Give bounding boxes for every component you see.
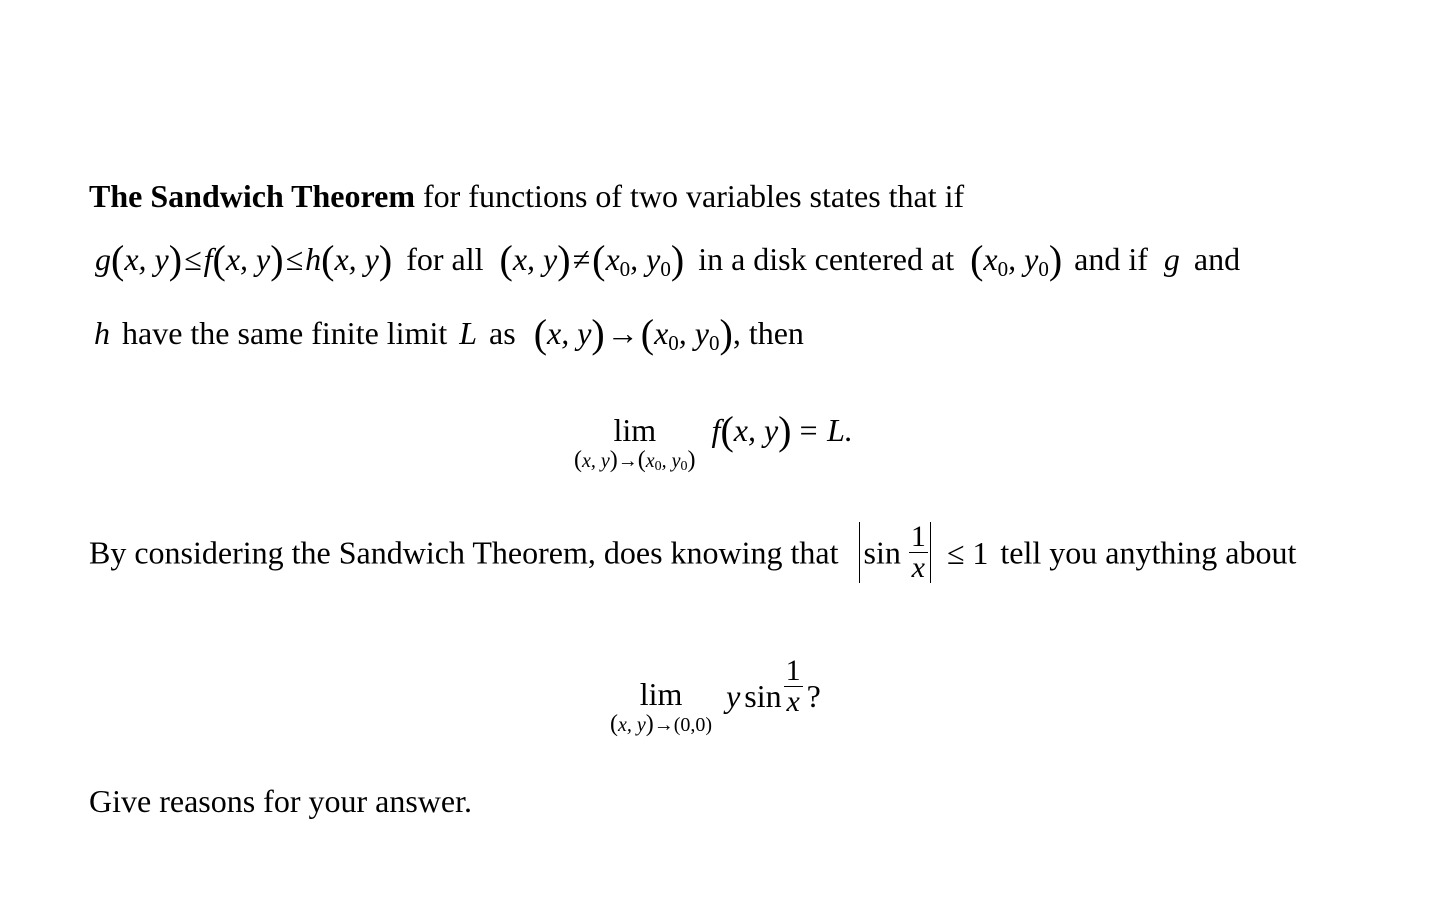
limit-equation-1 bbox=[574, 408, 853, 474]
as-text: as bbox=[489, 315, 516, 351]
fraction-numerator: 1 bbox=[910, 520, 926, 553]
sin-function: sin bbox=[863, 534, 901, 571]
theorem-title: The Sandwich Theorem bbox=[89, 178, 415, 214]
center-point-expression: ($x_0$, $y_0$) bbox=[970, 237, 1063, 282]
fraction-one-over-x-2 bbox=[784, 656, 803, 717]
then-text: , then bbox=[732, 315, 804, 351]
closing-instruction: Give reasons for your answer. bbox=[89, 783, 472, 819]
sin-function-2: sin bbox=[744, 678, 782, 714]
limit-subscript-point: (0,0) bbox=[673, 714, 713, 736]
function-h-symbol: h bbox=[94, 315, 110, 351]
inequality-expression: g(x, y)≤f(x, y)≤h(x, y) bbox=[95, 237, 393, 282]
lim-word-1: lim bbox=[613, 412, 657, 448]
and-if-text: and if bbox=[1074, 241, 1148, 277]
point-not-equal-expression: (x, $y)\ne(x_0$, $y_0$) bbox=[499, 237, 685, 282]
question-intro: By considering the Sandwich Theorem, does knowing that bbox=[89, 534, 839, 571]
fraction-denominator-2: x bbox=[784, 686, 803, 717]
limit-operator-1 bbox=[574, 414, 696, 472]
limit-l-symbol: L bbox=[459, 315, 478, 351]
same-limit-text: have the same finite limit bbox=[122, 315, 448, 351]
theorem-statement-line-1 bbox=[89, 180, 964, 212]
limit-function-1: f(x, y) bbox=[711, 408, 792, 453]
theorem-statement-line-2 bbox=[95, 237, 1241, 282]
and-text: and bbox=[1193, 241, 1241, 277]
fraction-numerator-2: 1 bbox=[785, 654, 801, 687]
question-line bbox=[89, 522, 1296, 583]
theorem-intro: for functions of two variables states that if bbox=[414, 178, 965, 214]
variable-y: y bbox=[726, 678, 741, 714]
question-after: tell you anything about bbox=[1000, 534, 1297, 571]
fraction-one-over-x bbox=[909, 522, 928, 583]
approach-expression: (x, $y)\to(x_0$, $y_0$) bbox=[533, 311, 733, 356]
less-equal-one: ≤ 1 bbox=[946, 534, 989, 571]
lim-word-2: lim bbox=[639, 676, 683, 712]
limit-result: = L. bbox=[797, 412, 853, 448]
absolute-value-expression bbox=[859, 522, 931, 583]
question-mark: ? bbox=[806, 678, 821, 714]
for-all-text: for all bbox=[406, 241, 484, 277]
function-g-symbol: g bbox=[1163, 241, 1180, 277]
fraction-denominator: x bbox=[909, 552, 928, 583]
limit-equation-2 bbox=[610, 656, 821, 736]
limit-operator-2 bbox=[610, 678, 712, 736]
limit-subscript-1: (x, $y)\to(x_0$, $y_0$) bbox=[574, 447, 696, 474]
theorem-statement-line-3 bbox=[94, 311, 804, 356]
disk-text: in a disk centered at bbox=[698, 241, 955, 277]
limit-subscript-2: (x, y)→(0,0) bbox=[610, 711, 713, 737]
